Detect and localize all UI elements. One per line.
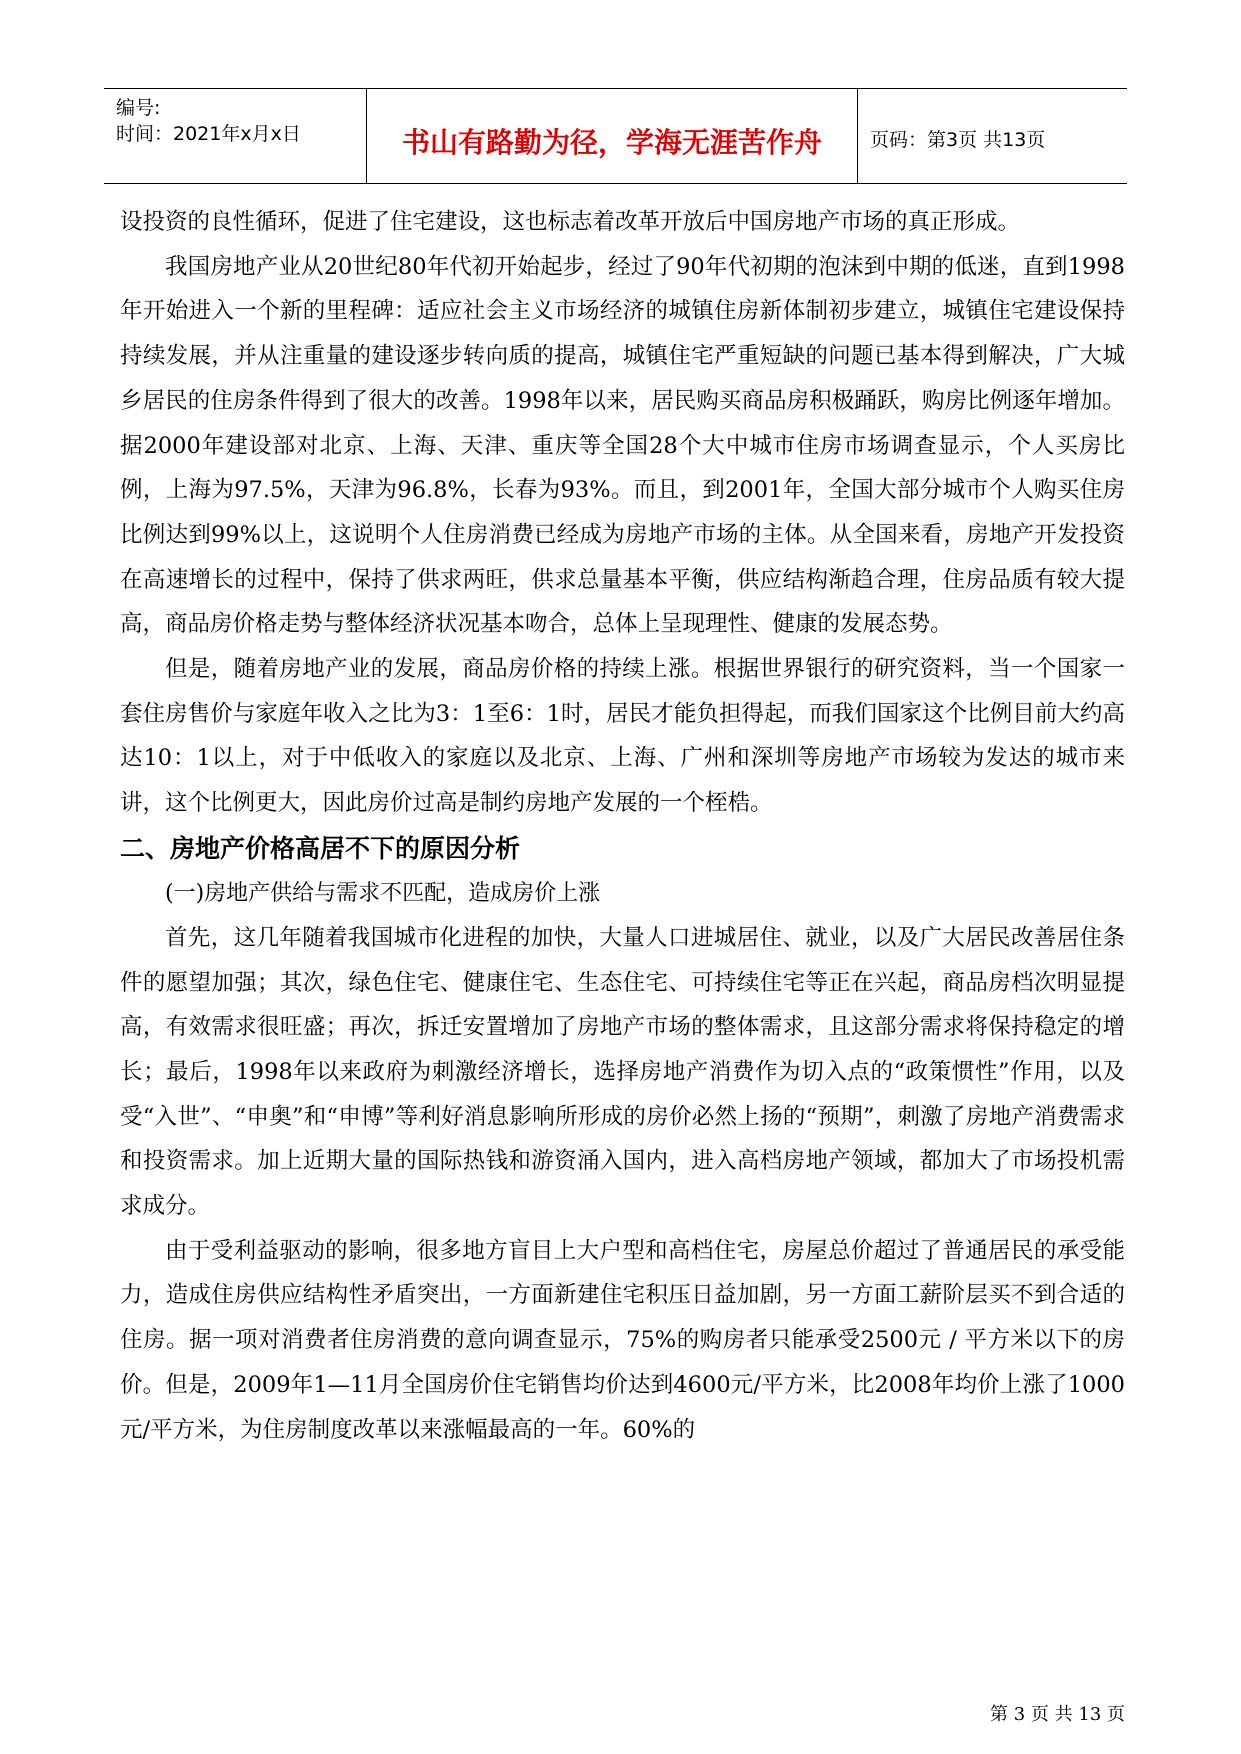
motto-text: 书山有路勤为径，学海无涯苦作舟 <box>401 126 822 159</box>
paragraph-continued: 设投资的良性循环，促进了住宅建设，这也标志着改革开放后中国房地产市场的真正形成。 <box>120 209 1021 235</box>
header-table <box>104 88 1127 184</box>
number-label: 编号: <box>116 97 161 119</box>
paragraph: 由于受利益驱动的影响，很多地方盲目上大户型和高档住宅，房屋总价超过了普通居民的承受能力，造成住房供应结构性矛盾突出，一方面新建住宅积压日益加剧，另一方面工薪阶层买不到合适的住房。据一项对消费者住房消费的意向调查显示，75%的购房者只能承受2500元 / 平方米以下的房价。但是，2009年1—11月全国房价住宅销售均价达到4600元/平方米，比2008年均价上涨了1000元/平方米，为住房制度改革以来涨幅最高的一年。60%的 <box>120 1237 1125 1443</box>
header-left-cell <box>104 89 366 183</box>
section-heading: 二、房地产价格高居不下的原因分析 <box>120 833 521 863</box>
page-footer: 第 3 页 共 13 页 <box>990 1704 1125 1725</box>
page-label: 页码：第3页 共13页 <box>870 129 1046 151</box>
subsection-heading: (一)房地产供给与需求不匹配，造成房价上涨 <box>165 880 601 906</box>
header-center-cell <box>366 89 858 183</box>
header-right-cell <box>858 89 1127 183</box>
time-label: 时间：2021年x月x日 <box>116 123 301 145</box>
document-body <box>120 200 1125 1452</box>
paragraph: 首先，这几年随着我国城市化进程的加快，大量人口进城居住、就业，以及广大居民改善居住条件的愿望加强；其次，绿色住宅、健康住宅、生态住宅、可持续住宅等正在兴起，商品房档次明显提高，有效需求很旺盛；再次，拆迁安置增加了房地产市场的整体需求，且这部分需求将保持稳定的增长；最后，1998年以来政府为刺激经济增长，选择房地产消费作为切入点的“政策惯性”作用，以及受“入世”、“申奥”和“申博”等利好消息影响所形成的房价必然上扬的“预期”，刺激了房地产消费需求和投资需求。加上近期大量的国际热钱和游资涌入国内，进入高档房地产领域，都加大了市场投机需求成分。 <box>120 924 1125 1220</box>
paragraph: 但是，随着房地产业的发展，商品房价格的持续上涨。根据世界银行的研究资料，当一个国家一套住房售价与家庭年收入之比为3：1至6：1时，居民才能负担得起，而我们国家这个比例目前大约高达10：1以上，对于中低收入的家庭以及北京、上海、广州和深圳等房地产市场较为发达的城市来讲，这个比例更大，因此房价过高是制约房地产发展的一个桎梏。 <box>120 656 1125 817</box>
paragraph: 我国房地产业从20世纪80年代初开始起步，经过了90年代初期的泡沫到中期的低迷，直到1998年开始进入一个新的里程碑：适应社会主义市场经济的城镇住房新体制初步建立，城镇住宅建设保持持续发展，并从注重量的建设逐步转向质的提高，城镇住宅严重短缺的问题已基本得到解决，广大城乡居民的住房条件得到了很大的改善。1998年以来，居民购买商品房积极踊跃，购房比例逐年增加。据2000年建设部对北京、上海、天津、重庆等全国28个大中城市住房市场调查显示，个人买房比例，上海为97.5%，天津为96.8%，长春为93%。而且，到2001年，全国大部分城市个人购买住房比例达到99%以上，这说明个人住房消费已经成为房地产市场的主体。从全国来看，房地产开发投资在高速增长的过程中，保持了供求两旺，供求总量基本平衡，供应结构渐趋合理，住房品质有较大提高，商品房价格走势与整体经济状况基本吻合，总体上呈现理性、健康的发展态势。 <box>120 253 1125 638</box>
